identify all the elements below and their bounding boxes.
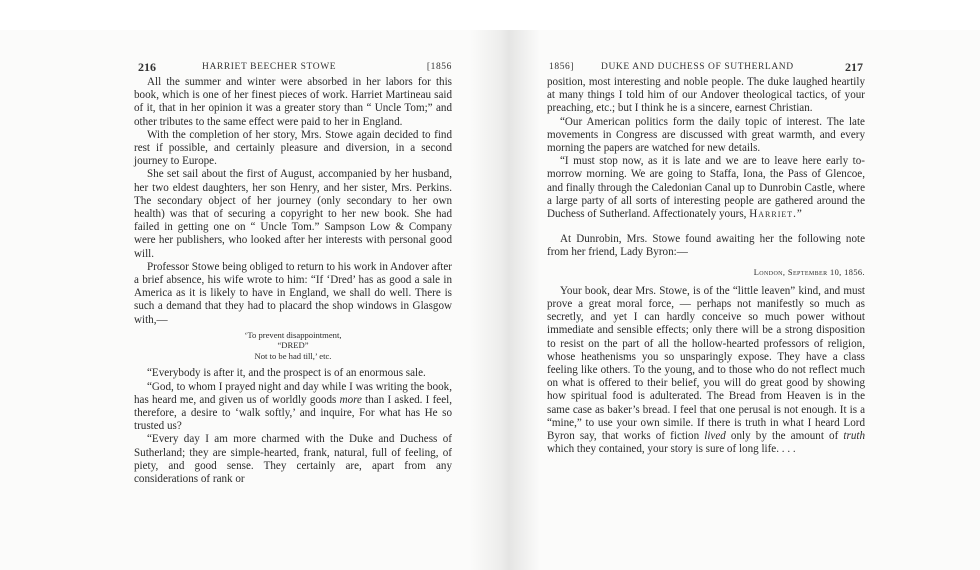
paragraph: Professor Stowe being obliged to return to his work in Andover after a brief absence, his wife wrote to him: “If ‘Dred’ has as good a sale in America as it is likely to have in England, we shall do well. There is such a demand that they had to placard the shop windows in Glasgow with,— — [134, 260, 452, 326]
right-page — [547, 58, 865, 456]
text-run: than I asked. I feel, therefore, a desire to ‘walk softly,’ and inquire, For what has He so trusted us? — [134, 393, 452, 433]
paragraph: position, most interesting and noble people. The duke laughed heartily at many things I told him of our Andover theological tactics, of your preaching, etc.; but I think he is a sincere, earnest Christian. — [547, 76, 865, 115]
paragraph: All the summer and winter were absorbed in her labors for this book, which is one of her finest pieces of work. Harriet Martineau said of it, that in her opinion it was a greater story than “ Uncle Tom;” and other tributes to the same effect were paid to her in England. — [134, 76, 452, 128]
paragraph: She set sail about the first of August, accompanied by her husband, her two eldest daughters, her son Henry, and her sister, Mrs. Perkins. The secondary object of her journey (only secondary to her own health) was that of securing a copyright to her new book. She had failed in getting one on “ Uncle Tom.” Sampson Low & Company were her publishers, who looked after her interests with personal good will. — [134, 168, 452, 260]
placard-line: Not to be had till,’ etc. — [254, 350, 332, 361]
text-run: Your book, dear Mrs. Stowe, is of the “little leaven” kind, and must prove a great moral force, — perhaps not manifestly so much as secretly, and yet I can hardly conceive so much power without immediate and sensible effects; only there will be a strong disposition to resist on the part of all the hollow-hearted professors of religion, whose heathenisms you so unsparingly expose. They have a class feeling like others. To the young, and to those who do not reflect much on what is offered to their belief, you will do great good by showing how spiritual food is adulterated. The Bread from Heaven is in the same case as baker’s bread. I feel that one perusal is not enough. It is a “mine,” to use your own simile. If there is truth in what I heard Lord Byron say, that works of fiction — [547, 284, 865, 443]
paragraph — [547, 155, 865, 221]
paragraph: With the completion of her story, Mrs. Stowe again decided to find rest if possible, and certainly pleasure and diversion, in a second journey to Europe. — [134, 128, 452, 168]
right-page-header — [547, 58, 865, 76]
placard-line: “DRED” — [277, 340, 309, 351]
text-run: “I must stop now, as it is late and we are to leave here early to-morrow morning. We are going to Staffa, Iona, the Pass of Glencoe, and finally through the Caledonian Canal up to Dunrobin Castle, where a large party of all sorts of interesting people are gathered around the Duchess of Sutherland. Affectionately yours, — [547, 155, 865, 221]
italic-text: truth — [843, 430, 865, 443]
left-year-mark: [1856 — [426, 62, 452, 72]
paragraph: At Dunrobin, Mrs. Stowe found awaiting her the following note from her friend, Lady Byron:— — [547, 233, 865, 259]
paragraph — [547, 285, 865, 457]
left-page-number: 216 — [138, 60, 156, 74]
letter-signature: Harriet.” — [749, 208, 803, 221]
paragraph: “Everybody is after it, and the prospect is of an enormous sale. — [147, 367, 426, 380]
text-run: “God, to whom I prayed night and day while I was writing the book, has heard me, and given us of worldly goods — [134, 380, 452, 406]
placard-line: ‘To prevent disappointment, — [244, 329, 342, 340]
right-running-head: DUKE AND DUCHESS OF SUTHERLAND — [601, 62, 794, 72]
right-year-mark: 1856] — [549, 62, 575, 72]
text-run: which they contained, your story is sure of long life. . . . — [547, 443, 796, 456]
text-run: only by the amount of — [725, 430, 844, 443]
italic-text: more — [339, 393, 362, 406]
scan-top-margin — [0, 0, 980, 30]
italic-text: lived — [704, 430, 726, 443]
paragraph: “Every day I am more charmed with the Duke and Duchess of Sutherland; they are simple-hearted, frank, natural, full of feeling, of piety, and good sense. They certainly are, apart from any considerations of rank or — [134, 433, 452, 485]
right-page-number: 217 — [845, 60, 863, 74]
left-running-head: HARRIET BEECHER STOWE — [202, 62, 337, 72]
left-page-header — [134, 58, 452, 76]
left-page — [134, 58, 452, 486]
paragraph — [134, 381, 452, 434]
right-page-body — [547, 76, 865, 456]
paragraph: “Our American politics form the daily topic of interest. The late movements in Congress are discussed with great warmth, and every morning the papers are watched for new details. — [547, 115, 865, 155]
book-gutter-shadow — [470, 30, 540, 570]
section-gap — [547, 221, 865, 233]
placard-quote — [134, 330, 452, 362]
letter-dateline: London, September 10, 1856. — [753, 267, 865, 277]
left-page-body — [134, 76, 452, 486]
